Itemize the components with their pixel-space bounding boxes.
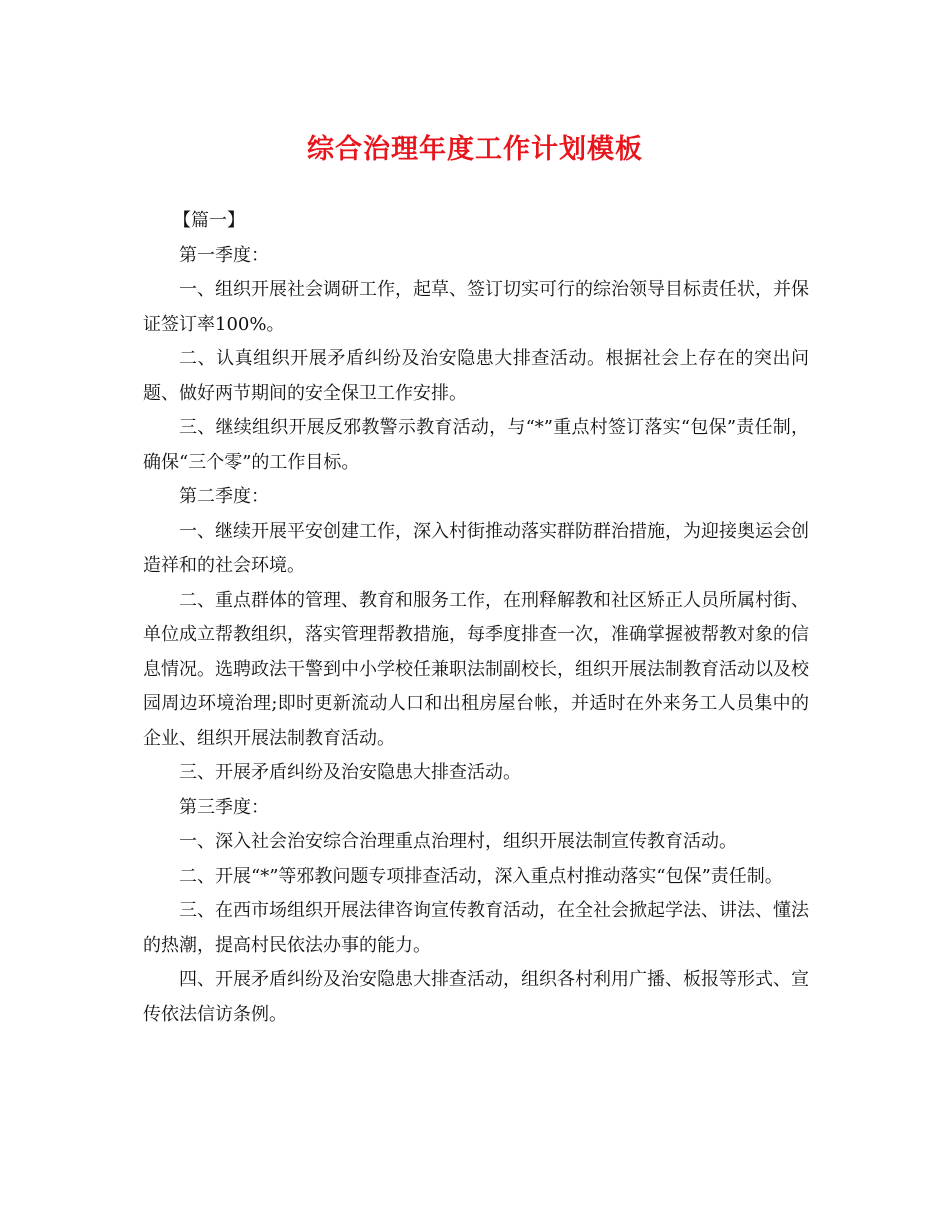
- quarter-heading-1: 第一季度：: [179, 244, 269, 266]
- paragraph: 一、深入社会治安综合治理重点治理村，组织开展法制宣传教育活动。: [179, 831, 737, 852]
- paragraph: 三、在西市场组织开展法律咨询宣传教育活动，在全社会掀起学法、讲法、懂法的热潮，提高村民依法办事的能力。: [143, 900, 809, 956]
- paragraph: 三、继续组织开展反邪教警示教育活动，与“*”重点村签订落实“包保”责任制，确保“三个零”的工作目标。: [143, 417, 809, 473]
- paragraph: 二、重点群体的管理、教育和服务工作，在刑释解教和社区矫正人员所属村街、单位成立帮教组织，落实管理帮教措施，每季度排查一次，准确掌握被帮教对象的信息情况。选聘政法干警到中小学校任兼职法制副校长，组织开展法制教育活动以及校园周边环境治理;即时更新流动人口和出租房屋台帐，并适时在外来务工人员集中的企业、组织开展法制教育活动。: [143, 589, 809, 749]
- paragraph: 二、认真组织开展矛盾纠纷及治安隐患大排查活动。根据社会上存在的突出问题、做好两节期间的安全保卫工作安排。: [143, 348, 809, 404]
- paragraph: 四、开展矛盾纠纷及治安隐患大排查活动，组织各村利用广播、板报等形式、宣传依法信访条例。: [143, 969, 809, 1025]
- document-body: [143, 204, 809, 1032]
- section-tag: 【篇一】: [173, 210, 245, 231]
- quarter-heading-2: 第二季度：: [179, 486, 269, 507]
- paragraph: 一、继续开展平安创建工作，深入村街推动落实群防群治措施，为迎接奥运会创造祥和的社会环境。: [143, 520, 809, 576]
- document-title: 综合治理年度工作计划模板: [307, 134, 643, 165]
- quarter-heading-3: 第三季度：: [179, 796, 269, 818]
- paragraph: 三、开展矛盾纠纷及治安隐患大排查活动。: [179, 762, 521, 783]
- paragraph: 二、开展“*”等邪教问题专项排查活动，深入重点村推动落实“包保”责任制。: [179, 865, 783, 887]
- paragraph: 一、组织开展社会调研工作，起草、签订切实可行的综治领导目标责任状，并保证签订率100%。: [143, 279, 809, 335]
